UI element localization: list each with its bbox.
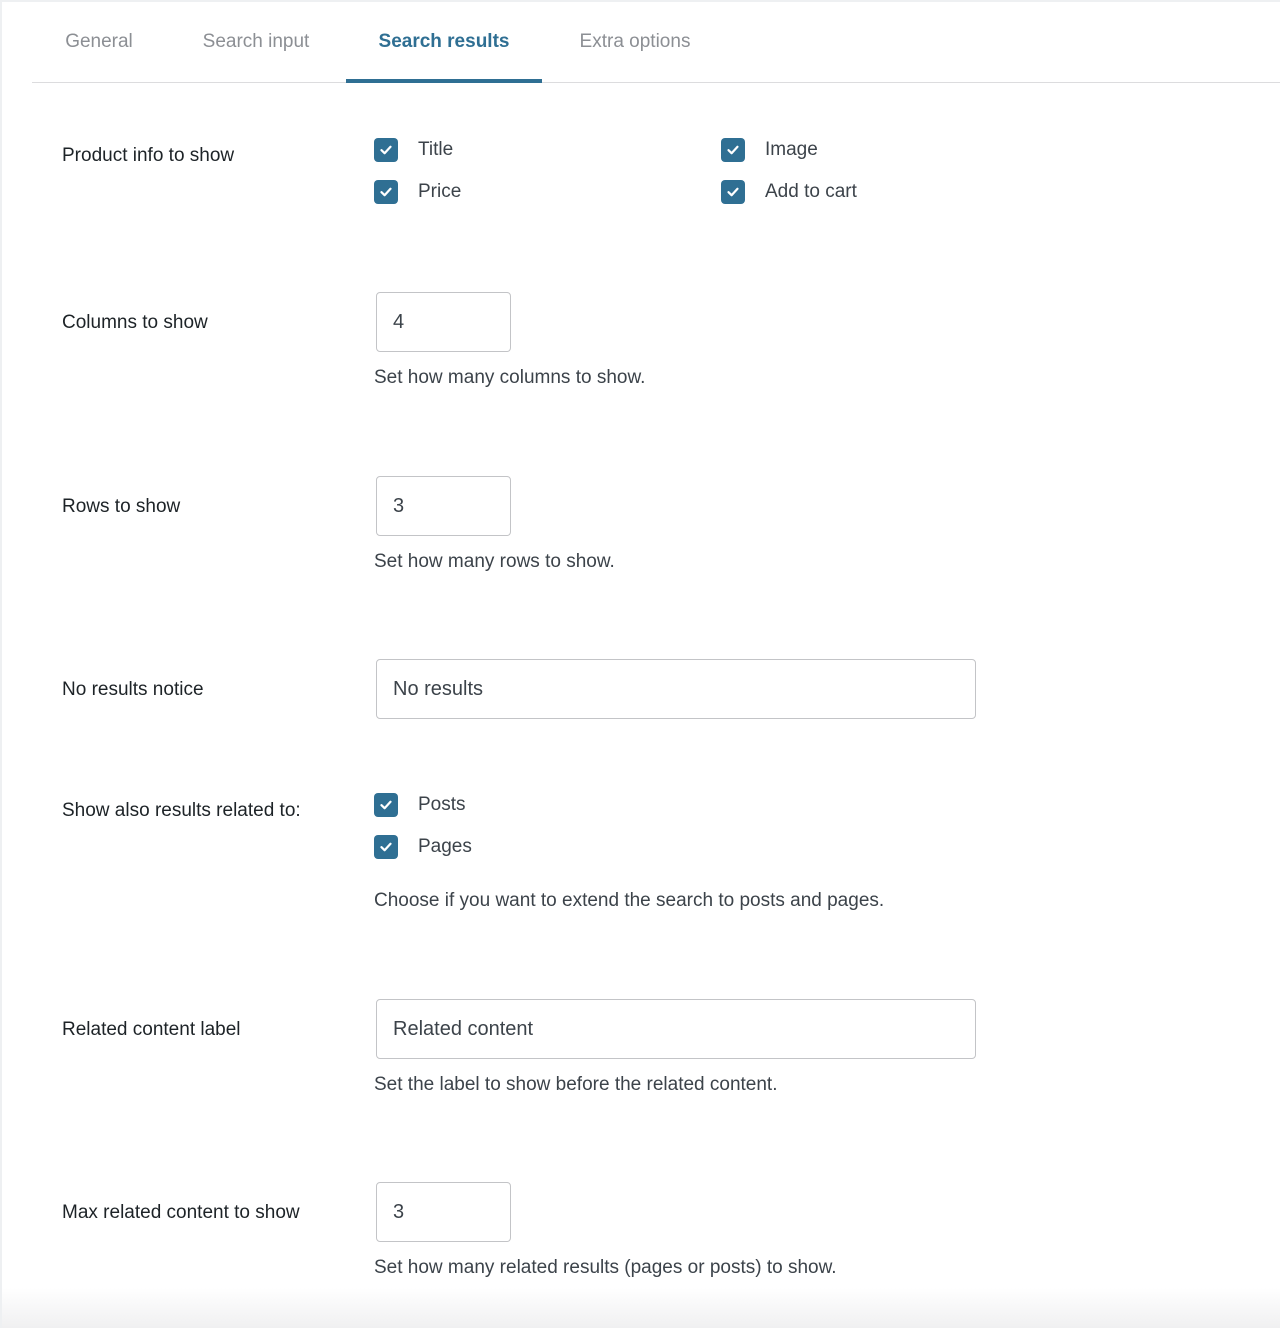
tab-extra-options[interactable]: Extra options: [579, 31, 691, 52]
checkbox-add-to-cart-box[interactable]: [721, 180, 745, 204]
no-results-input[interactable]: [376, 659, 976, 719]
checkmark-icon: [726, 143, 740, 157]
checkbox-posts-box[interactable]: [374, 793, 398, 817]
no-results-label: No results notice: [62, 679, 204, 700]
related-results-label: Show also results related to:: [62, 800, 301, 821]
checkbox-add-to-cart[interactable]: [721, 179, 857, 205]
checkbox-posts-label: Posts: [418, 794, 466, 815]
checkmark-icon: [726, 185, 740, 199]
settings-tabs: [32, 2, 1280, 83]
checkmark-icon: [379, 143, 393, 157]
checkbox-price-label: Price: [418, 181, 462, 202]
tab-general[interactable]: General: [65, 31, 133, 52]
checkbox-price-box[interactable]: [374, 180, 398, 204]
related-results-description: Choose if you want to extend the search to posts and pages.: [374, 890, 885, 911]
checkmark-icon: [379, 840, 393, 854]
columns-description: Set how many columns to show.: [374, 367, 646, 388]
tab-search-results[interactable]: Search results: [346, 2, 542, 83]
columns-input[interactable]: [376, 292, 511, 352]
max-related-input[interactable]: [376, 1182, 511, 1242]
checkbox-title[interactable]: [374, 137, 453, 163]
rows-label: Rows to show: [62, 496, 181, 517]
columns-label: Columns to show: [62, 312, 208, 333]
related-content-description: Set the label to show before the related content.: [374, 1074, 778, 1095]
checkbox-pages-box[interactable]: [374, 835, 398, 859]
checkbox-image[interactable]: [721, 137, 818, 163]
checkbox-price[interactable]: [374, 179, 461, 205]
checkbox-title-box[interactable]: [374, 138, 398, 162]
rows-input[interactable]: [376, 476, 511, 536]
checkbox-pages-label: Pages: [418, 836, 472, 857]
checkbox-pages[interactable]: [374, 834, 472, 860]
checkbox-posts[interactable]: [374, 792, 466, 818]
checkmark-icon: [379, 185, 393, 199]
related-content-input[interactable]: [376, 999, 976, 1059]
checkbox-image-label: Image: [765, 139, 818, 160]
related-content-label: Related content label: [62, 1019, 241, 1040]
max-related-description: Set how many related results (pages or posts) to show.: [374, 1257, 837, 1278]
checkbox-title-label: Title: [418, 139, 454, 160]
rows-description: Set how many rows to show.: [374, 551, 615, 572]
checkmark-icon: [379, 798, 393, 812]
checkbox-add-to-cart-label: Add to cart: [765, 181, 857, 202]
product-info-label: Product info to show: [62, 145, 235, 166]
tab-search-input[interactable]: Search input: [202, 31, 310, 52]
checkbox-image-box[interactable]: [721, 138, 745, 162]
max-related-label: Max related content to show: [62, 1202, 300, 1223]
